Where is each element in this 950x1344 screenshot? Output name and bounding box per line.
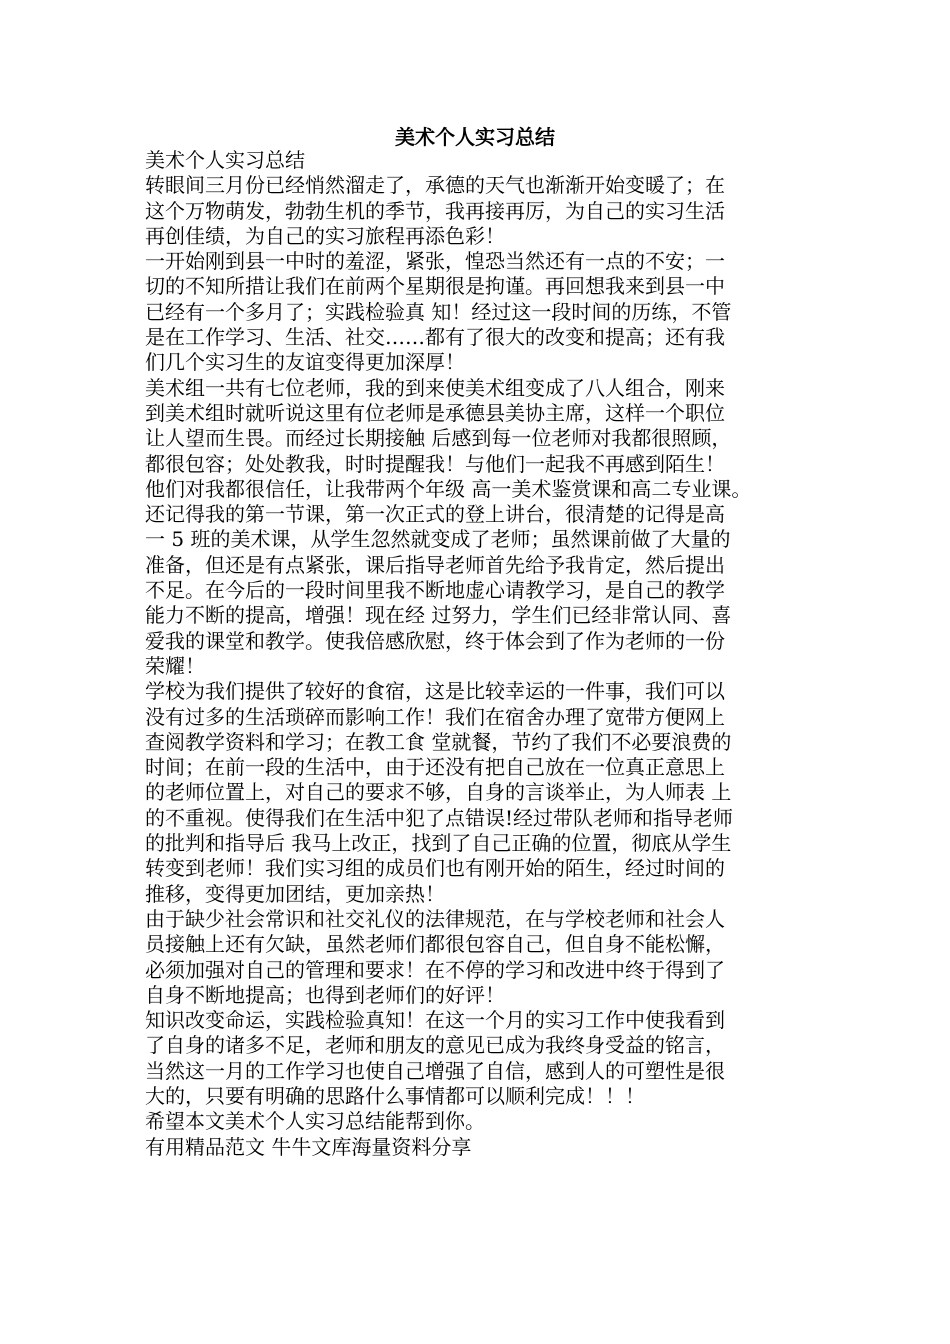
- text-line: 的批判和指导后 我马上改正，找到了自己正确的位置，彻底从学生: [145, 831, 732, 856]
- text-line: 一开始刚到县一中时的羞涩，紧张，惶恐当然还有一点的不安；一: [145, 249, 725, 274]
- text-line: 推移，变得更加团结，更加亲热！: [145, 881, 445, 906]
- text-line: 爱我的课堂和教学。使我倍感欣慰，终于体会到了作为老师的一份: [145, 628, 725, 653]
- text-line: 没有过多的生活琐碎而影响工作！我们在宿舍办理了宽带方便网上: [145, 704, 725, 729]
- text-line: 美术组一共有七位老师，我的到来使美术组变成了八人组合，刚来: [145, 375, 725, 400]
- text-line: 切的不知所措让我们在前两个星期很是拘谨。再回想我来到县一中: [145, 274, 725, 299]
- text-line: 再创佳绩，为自己的实习旅程再添色彩！: [145, 223, 505, 248]
- text-line: 的不重视。使得我们在生活中犯了点错误!经过带队老师和指导老师: [145, 805, 734, 830]
- text-line: 学校为我们提供了较好的食宿，这是比较幸运的一件事，我们可以: [145, 679, 725, 704]
- text-line: 查阅教学资料和学习；在教工食 堂就餐，节约了我们不必要浪费的: [145, 729, 732, 754]
- document-body: [145, 148, 815, 1160]
- text-line: 时间；在前一段的生活中，由于还没有把自己放在一位真正意思上: [145, 755, 725, 780]
- text-line: 转眼间三月份已经悄然溜走了，承德的天气也渐渐开始变暖了；在: [145, 173, 725, 198]
- text-line: 知识改变命运，实践检验真知！在这一个月的实习工作中使我看到: [145, 1008, 725, 1033]
- text-line: 大的，只要有明确的思路什么事情都可以顺利完成！！！: [145, 1083, 645, 1108]
- text-line: 让人望而生畏。而经过长期接触 后感到每一位老师对我都很照顾，: [145, 426, 732, 451]
- page-title: 美术个人实习总结: [395, 125, 555, 149]
- text-line: 员接触上还有欠缺，虽然老师们都很包容自己，但自身不能松懈，: [145, 932, 725, 957]
- text-line: 必须加强对自己的管理和要求！在不停的学习和改进中终于得到了: [145, 957, 725, 982]
- text-line: 希望本文美术个人实习总结能帮到你。: [145, 1109, 485, 1134]
- text-line: 到美术组时就听说这里有位老师是承德县美协主席，这样一个职位: [145, 400, 725, 425]
- text-line: 是在工作学习、生活、社交……都有了很大的改变和提高；还有我: [145, 325, 725, 350]
- text-line: 这个万物萌发，勃勃生机的季节，我再接再厉，为自己的实习生活: [145, 198, 725, 223]
- text-line: 一 5 班的美术课，从学生忽然就变成了老师；虽然课前做了大量的: [145, 527, 731, 552]
- text-line: 不足。在今后的一段时间里我不断地虚心请教学习，是自己的教学: [145, 578, 725, 603]
- text-line: 能力不断的提高，增强！现在经 过努力，学生们已经非常认同、喜: [145, 603, 732, 628]
- text-line: 还记得我的第一节课，第一次正式的登上讲台，很清楚的记得是高: [145, 502, 725, 527]
- text-line: 自身不断地提高；也得到老师们的好评！: [145, 982, 505, 1007]
- text-line: 他们对我都很信任，让我带两个年级 高一美术鉴赏课和高二专业课。: [145, 476, 752, 501]
- text-line: 有用精品范文 牛牛文库海量资料分享: [145, 1134, 472, 1159]
- text-line: 荣耀！: [145, 653, 205, 678]
- text-line: 当然这一月的工作学习也使自己增强了自信，感到人的可塑性是很: [145, 1058, 725, 1083]
- text-line: 转变到老师！我们实习组的成员们也有刚开始的陌生，经过时间的: [145, 856, 725, 881]
- text-line: 都很包容；处处教我，时时提醒我！与他们一起我不再感到陌生！: [145, 451, 725, 476]
- text-line: 的老师位置上，对自己的要求不够，自身的言谈举止，为人师表 上: [145, 780, 732, 805]
- text-line: 已经有一个多月了；实践检验真 知！经过这一段时间的历练，不管: [145, 299, 732, 324]
- text-line: 了自身的诸多不足，老师和朋友的意见已成为我终身受益的铭言，: [145, 1033, 725, 1058]
- text-line: 们几个实习生的友谊变得更加深厚！: [145, 350, 465, 375]
- text-line: 准备，但还是有点紧张，课后指导老师首先给予我肯定，然后提出: [145, 552, 725, 577]
- text-line: 由于缺少社会常识和社交礼仪的法律规范，在与学校老师和社会人: [145, 906, 725, 931]
- text-line: 美术个人实习总结: [145, 148, 305, 172]
